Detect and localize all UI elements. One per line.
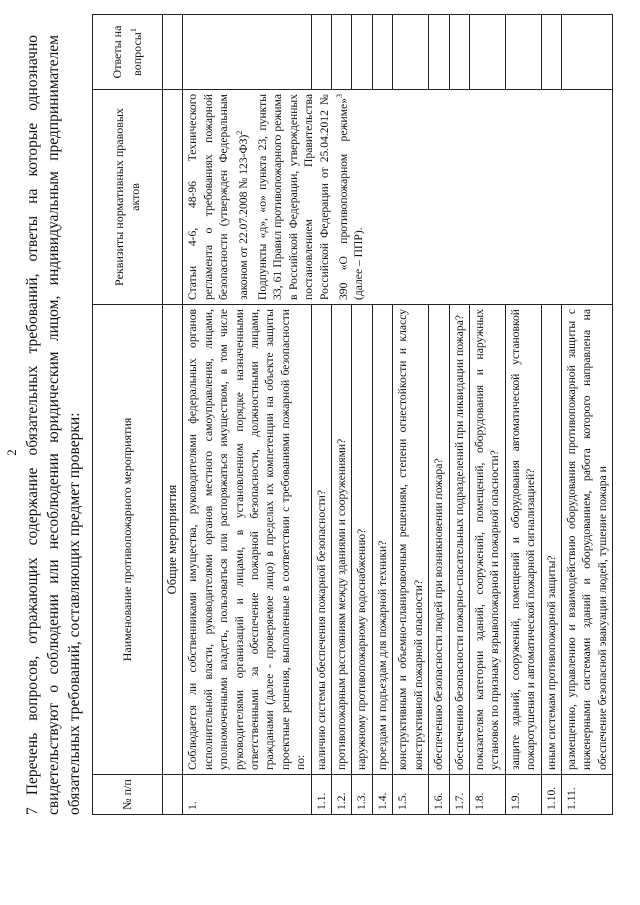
answer-cell[interactable] <box>449 15 469 90</box>
requisites-b <box>255 94 367 300</box>
row-name: наружному противопожарному водоснабжению? <box>352 305 372 775</box>
row-num: 1.11. <box>561 775 612 815</box>
row-num: 1.1. <box>311 775 331 815</box>
row-num: 1.7. <box>449 775 469 815</box>
header-req: Реквизиты нормативных правовых актов <box>93 90 163 305</box>
requisites-a-text: Статьи 4-6, 48-96 Технического регламента о требованиях пожарной безопасности (утвержден Федеральным законом от 22.07.2008 № 123-ФЗ) <box>186 94 250 300</box>
answer-cell[interactable] <box>429 15 449 90</box>
header-num: № п/п <box>93 775 163 815</box>
table-row <box>183 15 311 815</box>
answer-cell[interactable] <box>372 15 392 90</box>
header-ans <box>93 15 163 90</box>
row-num: 1. <box>183 775 311 815</box>
requisites-b-tail: (далее – ППР). <box>352 227 366 300</box>
answer-cell[interactable] <box>541 15 561 90</box>
answer-cell[interactable] <box>505 15 541 90</box>
answer-cell[interactable] <box>183 15 311 90</box>
answer-cell[interactable] <box>352 15 372 90</box>
header-ans-footnote: 1 <box>128 28 138 33</box>
answer-cell[interactable] <box>332 15 352 90</box>
table-header-row <box>93 15 163 815</box>
section-heading: 7 Перечень вопросов, отражающих содержание обязательных требований, ответы на которые однозначно свидетельствуют о соблюдении или несоблюдении юридическим лицом, индивидуальным предпринимателем обязательных требований, составляющих предмет проверки: <box>24 35 83 815</box>
row-num: 1.3. <box>352 775 372 815</box>
row-name: защите зданий, сооружений, помещений и оборудования автоматической установкой пожаротушения и автоматической пожарной сигнализацией? <box>505 305 541 775</box>
row-name: конструктивным и объемно-планировочным решениям, степени огнестойкости и классу конструктивной пожарной опасности? <box>393 305 429 775</box>
section-row <box>163 15 183 815</box>
row-name: иным системам противопожарной защиты? <box>541 305 561 775</box>
row-num: 1.10. <box>541 775 561 815</box>
requisites-b-footnote: 3 <box>334 94 344 98</box>
answer-cell[interactable] <box>393 15 429 90</box>
row-num: 1.9. <box>505 775 541 815</box>
checklist-table <box>92 14 613 815</box>
answer-cell[interactable] <box>561 15 612 90</box>
row-name: показателям категории зданий, сооружений, помещений, оборудования и наружных установок по признаку взрывопожарной и пожарной опасности? <box>469 305 505 775</box>
row-name: проездам и подъездам для пожарной техники? <box>372 305 392 775</box>
row-num: 1.4. <box>372 775 392 815</box>
row-num: 1.8. <box>469 775 505 815</box>
row-name: противопожарным расстояниям между зданиями и сооружениями? <box>332 305 352 775</box>
row-name: наличию системы обеспечения пожарной безопасности? <box>311 305 331 775</box>
requisites-a-footnote: 2 <box>234 130 244 135</box>
row-name: размещению, управлению и взаимодействию оборудования противопожарной защиты с инженерными системами зданий и оборудованием, работа которого направлена на обеспечение безопасной эвакуации людей, тушение пожара и <box>561 305 612 775</box>
page-number: 2 <box>4 449 19 456</box>
row-name: обеспечению безопасности пожарно-спасательных подразделений при ликвидации пожара? <box>449 305 469 775</box>
row-num: 1.6. <box>429 775 449 815</box>
row-name: обеспечению безопасности людей при возникновении пожара? <box>429 305 449 775</box>
row-name: Соблюдается ли собственниками имущества, руководителями федеральных органов исполнительной власти, руководителями органов местного самоуправления, лицами, уполномоченными владеть, пользоваться или распоряжаться имуществом, в том числе руководителями организаций и лицами, в установленном порядке назначенными ответственными за обеспечение пожарной безопасности, должностными лицами, гражданами (далее - проверяемое лицо) в пределах их компетенции на объекте защиты проектные решения, выполненные в соответствии с требованиями пожарной безопасности по: <box>183 305 311 775</box>
header-name: Наименование противопожарного мероприятия <box>93 305 163 775</box>
row-num: 1.5. <box>393 775 429 815</box>
requisites-a <box>185 94 250 300</box>
section-title: Общие мероприятия <box>163 305 183 775</box>
requisites-b-text: Подпункты «д», «о» пункта 23, пункты 33, 61 Правил противопожарного режима в Российской Федерации, утвержденных постановлением Правительства Российской Федерации от 25.04.2012 № 390 «О противопожарном режиме» <box>255 94 350 300</box>
row-requisites <box>183 90 613 305</box>
row-num: 1.2. <box>332 775 352 815</box>
answer-cell[interactable] <box>469 15 505 90</box>
answer-cell[interactable] <box>311 15 331 90</box>
header-ans-label: Ответы на вопросы <box>110 25 144 79</box>
